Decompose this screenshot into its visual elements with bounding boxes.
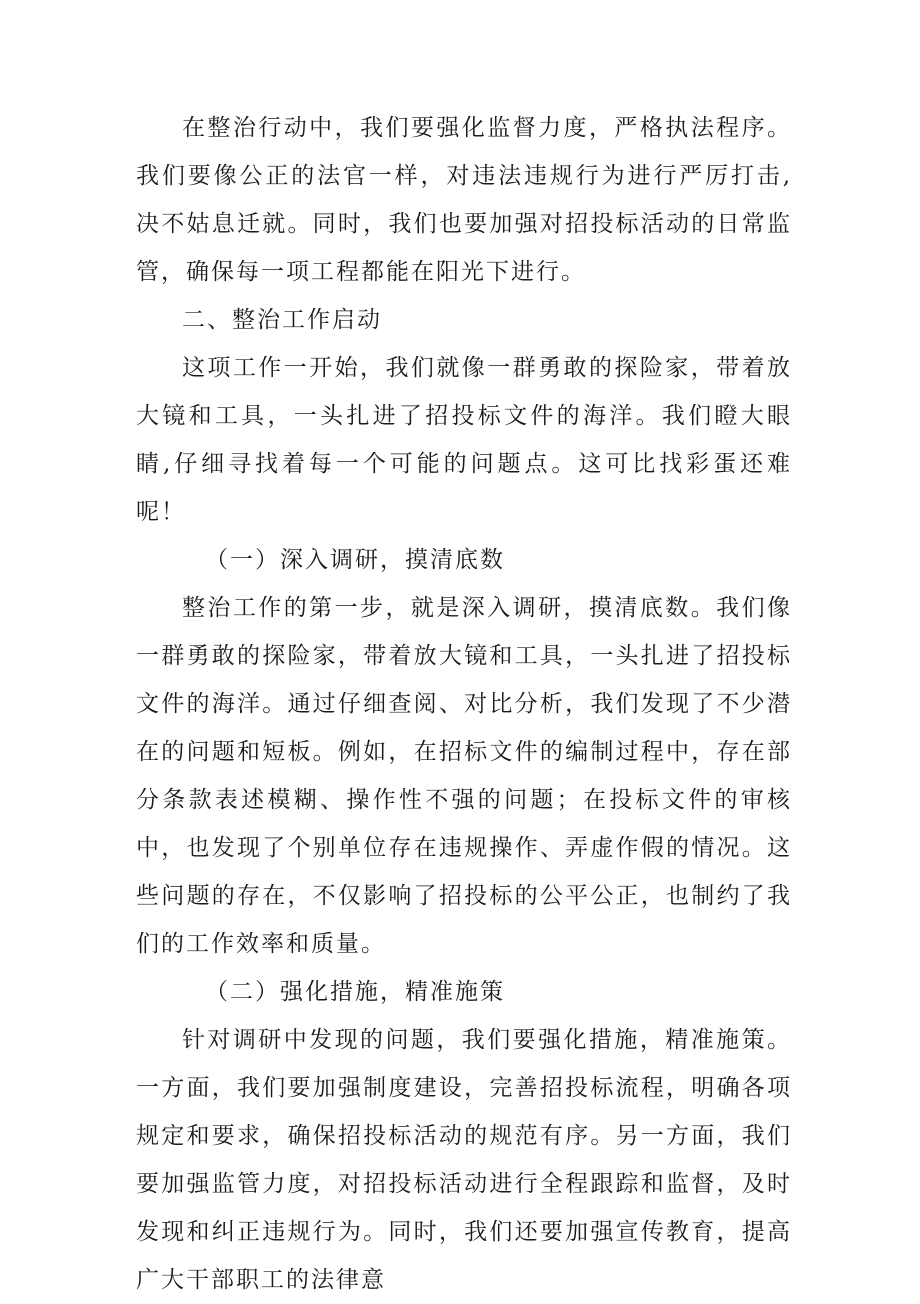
subheading-1: （一）深入调研，摸清底数: [205, 547, 505, 573]
document-body: [136, 104, 792, 1304]
paragraph-supervision: 在整治行动中，我们要强化监督力度，严格执法程序。我们要像公正的法官一样，对违法违规行为进行严厉打击,决不姑息迁就。同时，我们也要加强对招投标活动的日常监管，确保每一项工程都能在阳光下进行。: [136, 115, 792, 285]
paragraph-measures: 针对调研中发现的问题，我们要强化措施，精准施策。一方面，我们要加强制度建设，完善招投标流程，明确各项规定和要求，确保招投标活动的规范有序。另一方面，我们要加强监管力度，对招投标活动进行全程跟踪和监督，及时发现和纠正违规行为。同时，我们还要加强宣传教育，提高广大干部职工的法律意: [136, 1027, 792, 1293]
section-heading-2: 二、整治工作启动: [182, 307, 382, 333]
paragraph-work-start: 这项工作一开始，我们就像一群勇敢的探险家，带着放大镜和工具，一头扎进了招投标文件的海洋。我们瞪大眼睛,仔细寻找着每一个可能的问题点。这可比找彩蛋还难呢！: [136, 355, 792, 525]
paragraph-research: 整治工作的第一步，就是深入调研，摸清底数。我们像一群勇敢的探险家，带着放大镜和工具，一头扎进了招投标文件的海洋。通过仔细查阅、对比分析，我们发现了不少潜在的问题和短板。例如，在招标文件的编制过程中，存在部分条款表述模糊、操作性不强的问题；在投标文件的审核中，也发现了个别单位存在违规操作、弄虚作假的情况。这些问题的存在，不仅影响了招投标的公平公正，也制约了我们的工作效率和质量。: [136, 595, 792, 957]
subheading-2: （二）强化措施，精准施策: [205, 979, 505, 1005]
